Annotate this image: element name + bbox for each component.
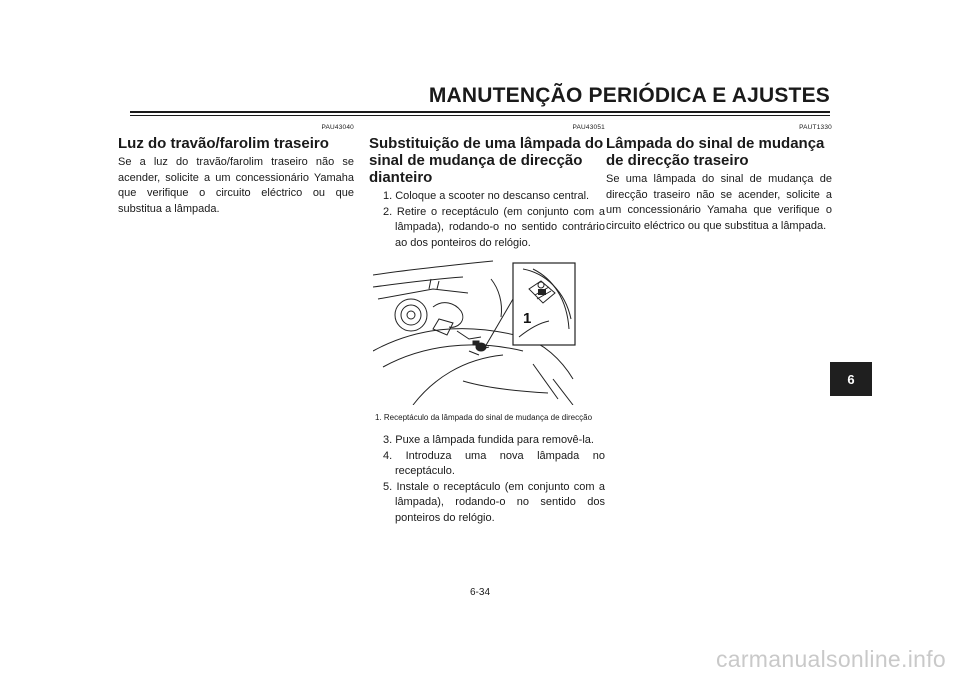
section-paragraph: Se a luz do travão/farolim traseiro não se acender, solicite a um concessionário Yamaha que verifique o circuito eléctrico ou que substitua a lâmpada.: [118, 156, 354, 215]
section-heading: Substituição de uma lâmpada do sinal de mudança de direcção dianteiro: [369, 135, 604, 186]
header-rule: [130, 111, 830, 113]
step-item: 3. Puxe a lâmpada fundida para removê-la.: [383, 434, 594, 446]
scooter-front-drawing: [373, 259, 579, 405]
page-number: 6-34: [469, 587, 490, 598]
figure-caption: 1. Receptáculo da lâmpada do sinal de mudança de direcção: [375, 413, 593, 422]
turn-signal-socket-illustration: [373, 259, 579, 405]
step-item: 1. Coloque a scooter no descanso central.: [383, 190, 590, 202]
header-rule-thin: [130, 115, 830, 116]
section-code: PAU43040: [321, 124, 354, 131]
section-heading: Lâmpada do sinal de mudança de direcção traseiro: [606, 135, 825, 169]
section-code: PAU43051: [572, 124, 605, 131]
figure-callout-number: 1: [523, 310, 532, 327]
steps-list-continued: [369, 433, 605, 526]
chapter-tab: 6: [830, 362, 872, 396]
step-item: 2. Retire o receptáculo (em conjunto com a lâmpada), rodando-o no sentido contrário ao dos ponteiros do relógio.: [383, 205, 605, 249]
section-heading: Luz do travão/farolim traseiro: [118, 135, 329, 152]
section-code: PAUT1330: [799, 124, 832, 131]
steps-list: [369, 189, 605, 251]
watermark-text: carmanualsonline.info: [715, 646, 946, 672]
page-header-title: MANUTENÇÃO PERIÓDICA E AJUSTES: [428, 84, 830, 107]
column-brake-light: [118, 124, 354, 217]
section-paragraph: Se uma lâmpada do sinal de mudança de direcção traseiro não se acender, solicite a um concessionário Yamaha que verifique o circuito eléctrico ou que substitua a lâmpada.: [606, 173, 832, 232]
column-front-turn-signal: [369, 124, 605, 526]
step-item: 4. Introduza uma nova lâmpada no receptáculo.: [383, 449, 605, 477]
column-rear-turn-signal: [606, 124, 832, 234]
step-item: 5. Instale o receptáculo (em conjunto com a lâmpada), rodando-o no sentido dos ponteiros do relógio.: [383, 480, 605, 524]
